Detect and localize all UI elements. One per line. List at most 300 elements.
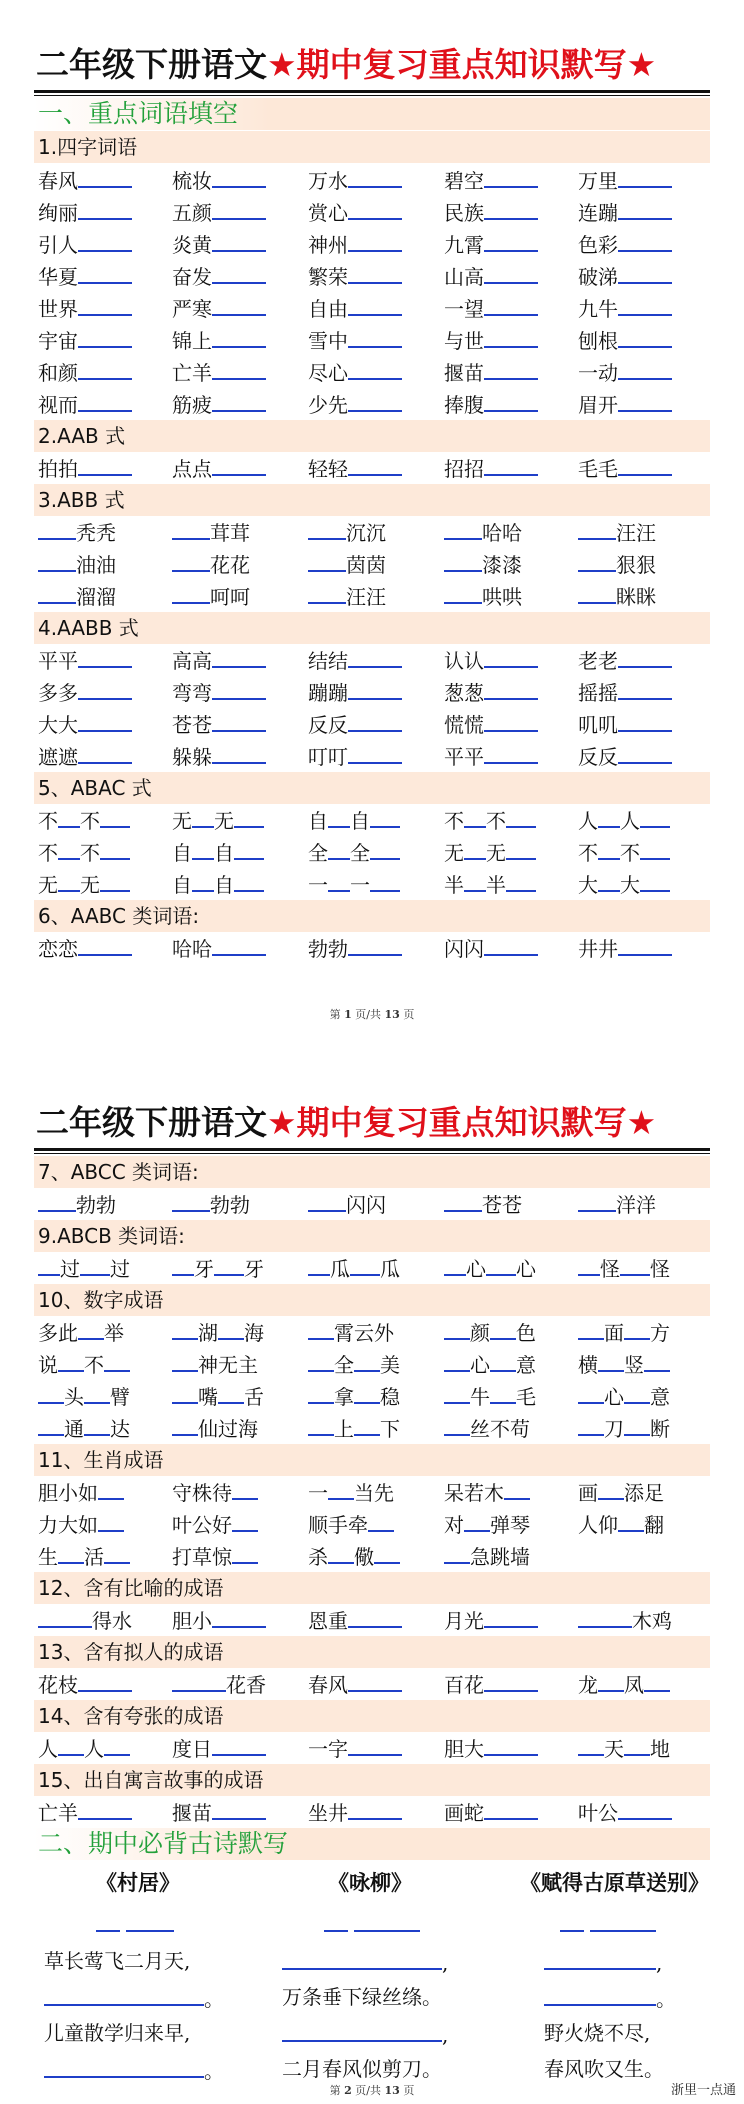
- fill-in-item[interactable]: [172, 708, 266, 740]
- word-text: 遮遮: [38, 745, 78, 769]
- fill-in-item[interactable]: [444, 708, 538, 740]
- fill-in-item[interactable]: [444, 868, 536, 900]
- fill-in-item[interactable]: [444, 1476, 530, 1508]
- fill-in-item[interactable]: [578, 388, 672, 420]
- fill-in-item[interactable]: [578, 1412, 670, 1444]
- fill-in-item[interactable]: [578, 324, 672, 356]
- fill-in-item[interactable]: [172, 1796, 266, 1828]
- word-text: 闪闪: [346, 1193, 386, 1217]
- word-text: 人: [578, 809, 598, 833]
- fill-in-item[interactable]: [578, 260, 672, 292]
- fill-in-item[interactable]: [444, 1348, 536, 1380]
- word-text: 井井: [578, 937, 618, 961]
- poem-blank-line[interactable]: [96, 1908, 174, 1940]
- word-text: 面: [604, 1321, 624, 1345]
- fill-in-item[interactable]: [172, 1412, 258, 1444]
- subsection-heading: 1.四字词语: [34, 131, 710, 163]
- word-text: 说: [38, 1353, 58, 1377]
- fill-in-item[interactable]: [308, 1796, 402, 1828]
- fill-in-item[interactable]: [172, 356, 266, 388]
- fill-in-item[interactable]: [444, 580, 522, 612]
- fill-in-item[interactable]: [38, 548, 116, 580]
- word-text: 宇宙: [38, 329, 78, 353]
- word-text: 眉开: [578, 393, 618, 417]
- fill-in-item[interactable]: [444, 1508, 530, 1540]
- word-text: 心: [466, 1257, 486, 1281]
- fill-in-item[interactable]: [172, 228, 266, 260]
- word-text: 百花: [444, 1673, 484, 1697]
- fill-in-item[interactable]: [172, 196, 266, 228]
- word-text: 上: [334, 1417, 354, 1441]
- fill-in-item[interactable]: [578, 644, 672, 676]
- fill-in-item[interactable]: [38, 1188, 116, 1220]
- fill-in-item[interactable]: [444, 516, 522, 548]
- fill-in-item[interactable]: [308, 804, 400, 836]
- subsection-heading: 4.AABB 式: [34, 612, 710, 644]
- word-text: 稳: [380, 1385, 400, 1409]
- fill-in-item[interactable]: [308, 1668, 402, 1700]
- fill-in-item[interactable]: [308, 452, 402, 484]
- fill-in-item[interactable]: [578, 1604, 672, 1636]
- fill-in-item[interactable]: [38, 228, 132, 260]
- word-text: 嘴: [198, 1385, 218, 1409]
- word-text: 半: [444, 873, 464, 897]
- fill-in-item[interactable]: [38, 324, 132, 356]
- fill-in-item[interactable]: [444, 1540, 530, 1572]
- fill-in-item[interactable]: [578, 196, 672, 228]
- word-text: 雪中: [308, 329, 348, 353]
- word-text: 万里: [578, 169, 618, 193]
- fill-in-item[interactable]: [172, 836, 264, 868]
- word-text: 狠狠: [616, 553, 656, 577]
- fill-in-item[interactable]: [444, 1604, 538, 1636]
- word-text: 老老: [578, 649, 618, 673]
- fill-in-item[interactable]: [172, 452, 266, 484]
- fill-in-item[interactable]: [38, 196, 132, 228]
- subsection-heading: 11、生肖成语: [34, 1444, 710, 1476]
- poem-blank-line[interactable]: ,: [282, 1946, 448, 1978]
- subsection-heading: 2.AAB 式: [34, 420, 710, 452]
- word-text: 自: [172, 873, 192, 897]
- poem-blank-line[interactable]: [560, 1908, 656, 1940]
- fill-in-item[interactable]: [444, 164, 538, 196]
- fill-in-item[interactable]: [444, 196, 538, 228]
- poem-blank-line[interactable]: ,: [544, 1946, 662, 1978]
- fill-in-item[interactable]: [308, 1540, 400, 1572]
- fill-in-item[interactable]: [308, 548, 386, 580]
- section-heading: 一、重点词语填空: [34, 98, 710, 130]
- fill-in-item[interactable]: [38, 452, 132, 484]
- fill-in-item[interactable]: [578, 516, 656, 548]
- fill-in-item[interactable]: [38, 868, 130, 900]
- poem-line: 万条垂下绿丝绦。: [282, 1985, 442, 2009]
- fill-in-item[interactable]: [38, 356, 132, 388]
- poem-blank-line[interactable]: [324, 1908, 420, 1940]
- fill-in-item[interactable]: [172, 1316, 264, 1348]
- fill-in-item[interactable]: [444, 1252, 536, 1284]
- fill-in-item[interactable]: [38, 1412, 130, 1444]
- word-text: 色: [516, 1321, 536, 1345]
- fill-in-item[interactable]: [38, 292, 132, 324]
- fill-in-item[interactable]: [172, 1188, 250, 1220]
- fill-in-item[interactable]: [38, 1508, 124, 1540]
- fill-in-item[interactable]: [172, 1540, 258, 1572]
- fill-in-item[interactable]: [308, 676, 402, 708]
- word-text: 一动: [578, 361, 618, 385]
- word-text: 点点: [172, 457, 212, 481]
- word-text: 叶公: [578, 1801, 618, 1825]
- word-text: 怪: [600, 1257, 620, 1281]
- fill-in-item[interactable]: [172, 644, 266, 676]
- fill-in-item[interactable]: [308, 1252, 400, 1284]
- word-text: 结结: [308, 649, 348, 673]
- fill-in-item[interactable]: [578, 580, 656, 612]
- word-text: 不: [486, 809, 506, 833]
- fill-in-item[interactable]: [38, 708, 132, 740]
- fill-in-item[interactable]: [38, 676, 132, 708]
- word-text: 碧空: [444, 169, 484, 193]
- fill-in-item[interactable]: [444, 740, 538, 772]
- word-text: 大大: [38, 713, 78, 737]
- word-text: 蹦蹦: [308, 681, 348, 705]
- word-text: 当先: [354, 1481, 394, 1505]
- fill-in-item[interactable]: [578, 804, 670, 836]
- fill-in-item[interactable]: [38, 1380, 130, 1412]
- poem-line: 春风吹又生。: [544, 2057, 664, 2081]
- fill-in-item[interactable]: [38, 932, 132, 964]
- fill-in-item[interactable]: [578, 1188, 656, 1220]
- fill-in-item[interactable]: [172, 868, 264, 900]
- fill-in-item[interactable]: [444, 1380, 536, 1412]
- fill-in-item[interactable]: [578, 1252, 670, 1284]
- poem-blank-line[interactable]: 。: [44, 2054, 224, 2086]
- subsection-heading: 5、ABAC 式: [34, 772, 710, 804]
- fill-in-item[interactable]: [444, 356, 538, 388]
- fill-in-item[interactable]: [38, 1476, 124, 1508]
- fill-in-item[interactable]: [444, 228, 538, 260]
- word-text: 瓜: [330, 1257, 350, 1281]
- word-text: 梳妆: [172, 169, 212, 193]
- word-text: 美: [380, 1353, 400, 1377]
- fill-in-item[interactable]: [308, 1508, 394, 1540]
- fill-in-item[interactable]: [38, 740, 132, 772]
- fill-in-item[interactable]: [578, 1796, 672, 1828]
- word-text: 亡羊: [172, 361, 212, 385]
- fill-in-item[interactable]: [38, 516, 116, 548]
- fill-in-item[interactable]: [172, 1348, 258, 1380]
- word-text: 杀: [308, 1545, 328, 1569]
- word-text: 无: [444, 841, 464, 865]
- fill-in-item[interactable]: [172, 804, 264, 836]
- word-text: 漆漆: [482, 553, 522, 577]
- poem-blank-line[interactable]: 。: [44, 1982, 224, 2014]
- fill-in-item[interactable]: [444, 676, 538, 708]
- subsection-heading: 7、ABCC 类词语:: [34, 1156, 710, 1188]
- word-text: 慌慌: [444, 713, 484, 737]
- fill-in-item[interactable]: [38, 1732, 130, 1764]
- fill-in-item[interactable]: [172, 1476, 258, 1508]
- word-text: 全: [334, 1353, 354, 1377]
- page-two: [0, 1086, 744, 2104]
- subsection-heading: 3.ABB 式: [34, 484, 710, 516]
- word-text: 无: [214, 809, 234, 833]
- word-text: 茸茸: [210, 521, 250, 545]
- word-text: 连蹦: [578, 201, 618, 225]
- fill-in-item[interactable]: [308, 1476, 394, 1508]
- word-text: 拍拍: [38, 457, 78, 481]
- fill-in-item[interactable]: [172, 580, 250, 612]
- word-text: 招招: [444, 457, 484, 481]
- fill-in-item[interactable]: [172, 388, 266, 420]
- word-text: 力大如: [38, 1513, 98, 1537]
- word-text: 生: [38, 1545, 58, 1569]
- fill-in-item[interactable]: [172, 260, 266, 292]
- word-text: 神无主: [198, 1353, 258, 1377]
- word-text: 通: [64, 1417, 84, 1441]
- fill-in-item[interactable]: [172, 1508, 258, 1540]
- page-title: 二年级下册语文★期中复习重点知识默写★: [36, 45, 657, 84]
- word-text: 顺手牵: [308, 1513, 368, 1537]
- word-text: 奋发: [172, 265, 212, 289]
- fill-in-item[interactable]: [308, 1412, 400, 1444]
- fill-in-item[interactable]: [444, 388, 538, 420]
- fill-in-item[interactable]: [578, 708, 672, 740]
- fill-in-item[interactable]: [38, 164, 132, 196]
- fill-in-item[interactable]: [38, 1604, 132, 1636]
- page-one: [0, 0, 744, 1050]
- word-text: 沉沉: [346, 521, 386, 545]
- word-text: 一: [308, 873, 328, 897]
- word-text: 人: [38, 1737, 58, 1761]
- fill-in-item[interactable]: [444, 1316, 536, 1348]
- word-text: 眯眯: [616, 585, 656, 609]
- word-text: 一: [308, 1481, 328, 1505]
- fill-in-item[interactable]: [578, 836, 670, 868]
- fill-in-item[interactable]: [172, 676, 266, 708]
- word-text: 茵茵: [346, 553, 386, 577]
- word-text: 平平: [38, 649, 78, 673]
- page-title: 二年级下册语文★期中复习重点知识默写★: [36, 1103, 657, 1142]
- fill-in-item[interactable]: [308, 196, 402, 228]
- fill-in-item[interactable]: [38, 1540, 130, 1572]
- fill-in-item[interactable]: [578, 1668, 670, 1700]
- fill-in-item[interactable]: [308, 708, 402, 740]
- fill-in-item[interactable]: [308, 644, 402, 676]
- word-text: 春风: [308, 1673, 348, 1697]
- fill-in-item[interactable]: [578, 868, 670, 900]
- word-text: 无: [172, 809, 192, 833]
- word-text: 画蛇: [444, 1801, 484, 1825]
- fill-in-item[interactable]: [172, 740, 266, 772]
- word-text: 不: [84, 1353, 104, 1377]
- fill-in-item[interactable]: [308, 740, 402, 772]
- word-text: 恋恋: [38, 937, 78, 961]
- word-text: 花枝: [38, 1673, 78, 1697]
- word-text: 油油: [76, 553, 116, 577]
- fill-in-item[interactable]: [578, 740, 672, 772]
- fill-in-item[interactable]: [578, 1348, 670, 1380]
- word-text: 少先: [308, 393, 348, 417]
- fill-in-item[interactable]: [308, 228, 402, 260]
- poem-blank-line[interactable]: 。: [544, 1982, 676, 2014]
- word-text: 自: [350, 809, 370, 833]
- fill-in-item[interactable]: [578, 1732, 670, 1764]
- fill-in-item[interactable]: [578, 1508, 664, 1540]
- fill-in-item[interactable]: [578, 356, 672, 388]
- word-text: 臂: [110, 1385, 130, 1409]
- word-text: 度日: [172, 1737, 212, 1761]
- word-text: 捧腹: [444, 393, 484, 417]
- word-text: 锦上: [172, 329, 212, 353]
- word-text: 月光: [444, 1609, 484, 1633]
- fill-in-item[interactable]: [444, 452, 538, 484]
- fill-in-item[interactable]: [308, 356, 402, 388]
- fill-in-item[interactable]: [172, 516, 250, 548]
- word-text: 五颜: [172, 201, 212, 225]
- fill-in-item[interactable]: [444, 1732, 538, 1764]
- fill-in-item[interactable]: [38, 388, 132, 420]
- fill-in-item[interactable]: [38, 836, 130, 868]
- word-text: 不: [444, 809, 464, 833]
- word-text: 无: [80, 873, 100, 897]
- fill-in-item[interactable]: [172, 1252, 264, 1284]
- fill-in-item[interactable]: [172, 292, 266, 324]
- fill-in-item[interactable]: [578, 1380, 670, 1412]
- fill-in-item[interactable]: [38, 1252, 130, 1284]
- fill-in-item[interactable]: [308, 164, 402, 196]
- word-text: 山高: [444, 265, 484, 289]
- word-text: 打草惊: [172, 1545, 232, 1569]
- fill-in-item[interactable]: [38, 644, 132, 676]
- fill-in-item[interactable]: [444, 644, 538, 676]
- fill-in-item[interactable]: [308, 260, 402, 292]
- word-text: 牙: [244, 1257, 264, 1281]
- word-text: 揠苗: [172, 1801, 212, 1825]
- fill-in-item[interactable]: [38, 1316, 124, 1348]
- word-text: 不: [620, 841, 640, 865]
- fill-in-item[interactable]: [444, 324, 538, 356]
- fill-in-item[interactable]: [308, 516, 386, 548]
- fill-in-item[interactable]: [444, 1796, 538, 1828]
- word-text: 地: [650, 1737, 670, 1761]
- fill-in-item[interactable]: [578, 228, 672, 260]
- fill-in-item[interactable]: [444, 1668, 538, 1700]
- word-text: 破涕: [578, 265, 618, 289]
- fill-in-item[interactable]: [308, 1380, 400, 1412]
- word-text: 自由: [308, 297, 348, 321]
- word-text: 半: [486, 873, 506, 897]
- word-text: 舌: [244, 1385, 264, 1409]
- word-text: 自: [214, 841, 234, 865]
- fill-in-item[interactable]: [308, 292, 402, 324]
- word-text: 神州: [308, 233, 348, 257]
- poem-title: 《赋得古原草送别》: [520, 1870, 709, 1895]
- fill-in-item[interactable]: [172, 1668, 266, 1700]
- fill-in-item[interactable]: [444, 260, 538, 292]
- fill-in-item[interactable]: [308, 1604, 402, 1636]
- fill-in-item[interactable]: [444, 1412, 530, 1444]
- word-text: 和颜: [38, 361, 78, 385]
- fill-in-item[interactable]: [172, 1604, 266, 1636]
- subsection-heading: 10、数字成语: [34, 1284, 710, 1316]
- fill-in-item[interactable]: [38, 1668, 132, 1700]
- word-text: 秃秃: [76, 521, 116, 545]
- word-text: 意: [516, 1353, 536, 1377]
- poem-line: 儿童散学归来早,: [44, 2021, 191, 2045]
- fill-in-item[interactable]: [308, 932, 402, 964]
- word-text: 颜: [470, 1321, 490, 1345]
- fill-in-item[interactable]: [38, 580, 116, 612]
- word-text: 躲躲: [172, 745, 212, 769]
- word-text: 反反: [308, 713, 348, 737]
- fill-in-item[interactable]: [578, 164, 672, 196]
- fill-in-item[interactable]: [38, 260, 132, 292]
- fill-in-item[interactable]: [172, 548, 250, 580]
- word-text: 人: [84, 1737, 104, 1761]
- fill-in-item[interactable]: [578, 1476, 664, 1508]
- fill-in-item[interactable]: [38, 1796, 132, 1828]
- word-text: 花花: [210, 553, 250, 577]
- fill-in-item[interactable]: [172, 1732, 266, 1764]
- fill-in-item[interactable]: [308, 1732, 402, 1764]
- word-text: 华夏: [38, 265, 78, 289]
- fill-in-item[interactable]: [172, 932, 266, 964]
- word-text: 守株待: [172, 1481, 232, 1505]
- fill-in-item[interactable]: [578, 932, 672, 964]
- fill-in-item[interactable]: [578, 292, 672, 324]
- fill-in-item[interactable]: [444, 292, 538, 324]
- fill-in-item[interactable]: [38, 1348, 130, 1380]
- word-text: 人: [620, 809, 640, 833]
- word-text: 与世: [444, 329, 484, 353]
- fill-in-item[interactable]: [578, 548, 656, 580]
- word-text: 过: [110, 1257, 130, 1281]
- word-text: 全: [308, 841, 328, 865]
- word-text: 哈哈: [482, 521, 522, 545]
- fill-in-item[interactable]: [308, 868, 400, 900]
- poem-title: 《咏柳》: [328, 1870, 412, 1895]
- fill-in-item[interactable]: [444, 804, 536, 836]
- word-text: 竖: [624, 1353, 644, 1377]
- fill-in-item[interactable]: [308, 580, 386, 612]
- fill-in-item[interactable]: [308, 324, 402, 356]
- fill-in-item[interactable]: [308, 836, 400, 868]
- fill-in-item[interactable]: [578, 676, 672, 708]
- fill-in-item[interactable]: [172, 164, 266, 196]
- fill-in-item[interactable]: [444, 1188, 522, 1220]
- fill-in-item[interactable]: [444, 836, 536, 868]
- fill-in-item[interactable]: [38, 804, 130, 836]
- fill-in-item[interactable]: [172, 324, 266, 356]
- fill-in-item[interactable]: [578, 452, 672, 484]
- fill-in-item[interactable]: [578, 1316, 670, 1348]
- word-text: 拿: [334, 1385, 354, 1409]
- fill-in-item[interactable]: [308, 1188, 386, 1220]
- fill-in-item[interactable]: [308, 388, 402, 420]
- word-text: 天: [604, 1737, 624, 1761]
- word-text: 闪闪: [444, 937, 484, 961]
- poem-blank-line[interactable]: ,: [282, 2018, 448, 2050]
- fill-in-item[interactable]: [308, 1316, 394, 1348]
- word-text: 筋疲: [172, 393, 212, 417]
- word-text: 反反: [578, 745, 618, 769]
- title-rule: [34, 90, 710, 93]
- fill-in-item[interactable]: [172, 1380, 264, 1412]
- fill-in-item[interactable]: [444, 548, 522, 580]
- fill-in-item[interactable]: [444, 932, 538, 964]
- fill-in-item[interactable]: [308, 1348, 400, 1380]
- word-text: 九牛: [578, 297, 618, 321]
